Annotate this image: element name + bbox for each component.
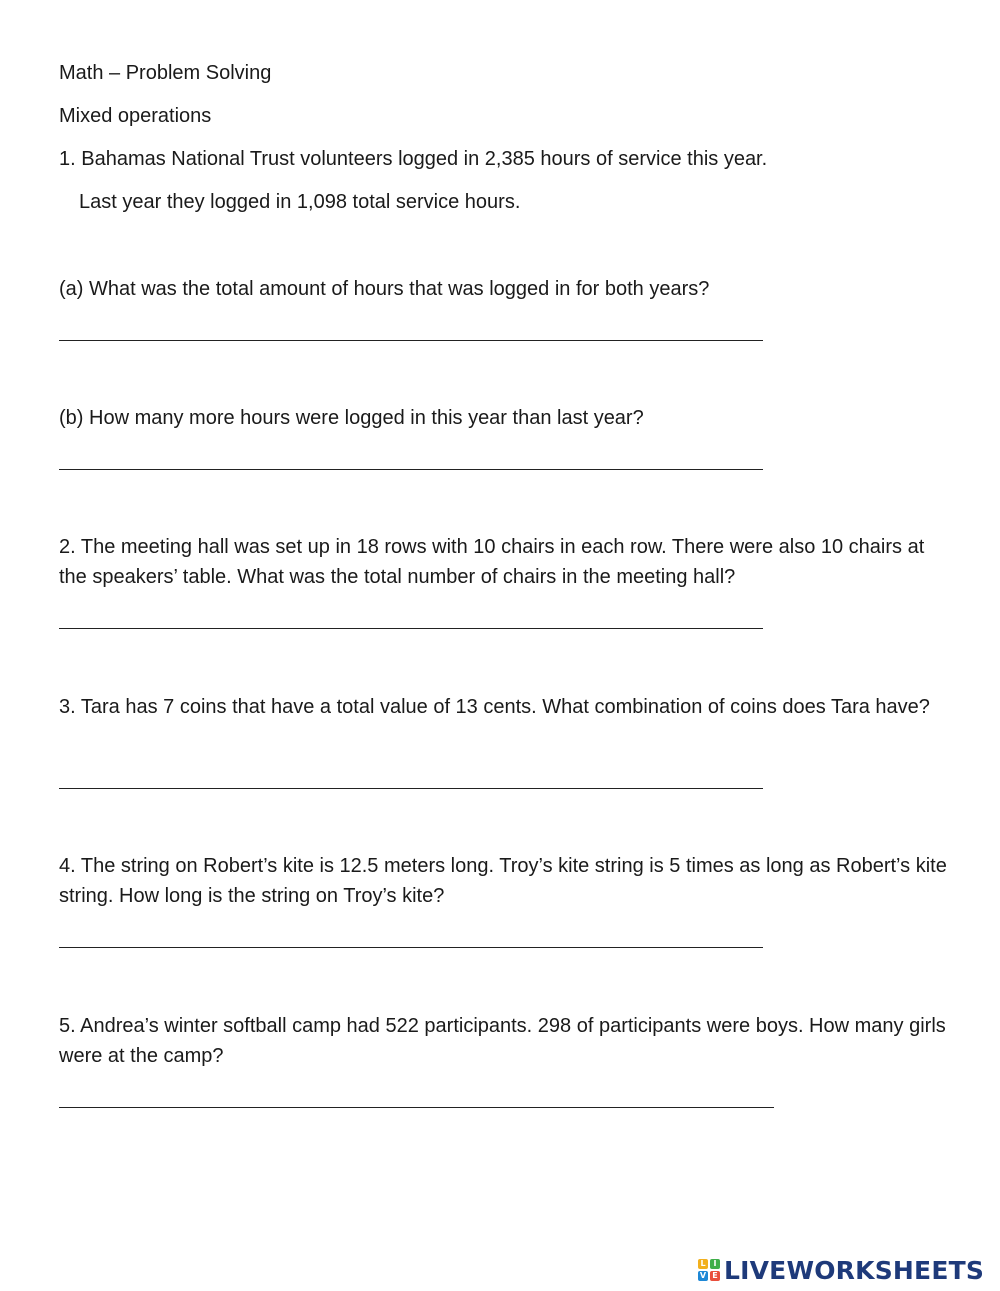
logo-block-i: I — [710, 1259, 720, 1269]
answer-line-1b[interactable] — [59, 469, 763, 470]
question-1a-prompt: (a) What was the total amount of hours that was logged in for both years? — [59, 278, 710, 300]
answer-line-3[interactable] — [59, 788, 763, 789]
answer-line-2[interactable] — [59, 628, 763, 629]
liveworksheets-logo — [698, 1254, 984, 1286]
answer-line-4[interactable] — [59, 947, 763, 948]
question-1b-prompt: (b) How many more hours were logged in this year than last year? — [59, 407, 644, 429]
question-3-prompt: 3. Tara has 7 coins that have a total value of 13 cents. What combination of coins does Tara have? — [59, 696, 930, 718]
question-2-prompt: 2. The meeting hall was set up in 18 rows with 10 chairs in each row. There were also 10 chairs at the speakers’ table. What was the total number of chairs in the meeting hall? — [59, 536, 925, 588]
answer-line-5[interactable] — [59, 1107, 774, 1108]
question-5-prompt: 5. Andrea’s winter softball camp had 522 participants. 298 of participants were boys. How many girls were at the camp? — [59, 1015, 946, 1067]
logo-text: LIVEWORKSHEETS — [724, 1255, 985, 1285]
question-1-line-2: Last year they logged in 1,098 total service hours. — [79, 191, 521, 213]
worksheet-subtitle: Mixed operations — [59, 105, 212, 127]
worksheet-title: Math – Problem Solving — [59, 62, 272, 84]
question-1-line-1: 1. Bahamas National Trust volunteers logged in 2,385 hours of service this year. — [59, 148, 768, 170]
logo-blocks-icon — [698, 1259, 720, 1281]
answer-line-1a[interactable] — [59, 340, 763, 341]
logo-block-v: V — [699, 1271, 707, 1280]
logo-block-l: L — [698, 1259, 708, 1269]
logo-block-e: E — [710, 1271, 720, 1281]
question-4-prompt: 4. The string on Robert’s kite is 12.5 meters long. Troy’s kite string is 5 times as long as Robert’s kite string. How long is the string on Troy’s kite? — [59, 855, 947, 907]
